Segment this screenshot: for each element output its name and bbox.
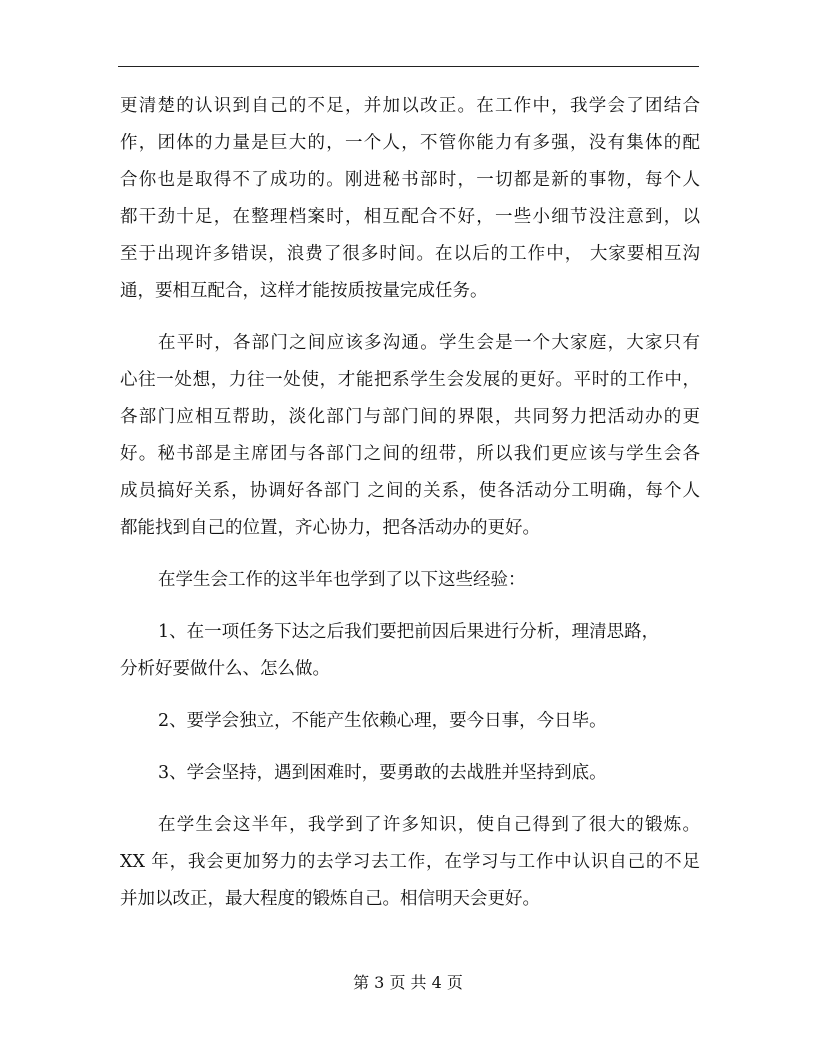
text-line: 都能找到自己的位置，齐心协力，把各活动办的更好。 <box>120 518 540 538</box>
text-line: 都干劲十足，在整理档案时，相互配合不好，一些小细节没注意到，以 <box>120 207 700 227</box>
text-line: 好。秘书部是主席团与各部门之间的纽带，所以我们更应该与学生会各 <box>120 444 700 464</box>
text-line: 至于出现许多错误，浪费了很多时间。在以后的工作中， 大家要相互沟 <box>120 244 700 264</box>
text-line: 合你也是取得不了成功的。刚进秘书部时，一切都是新的事物，每个人 <box>120 170 700 190</box>
page-footer: 第 3 页 共 4 页 <box>353 973 463 992</box>
text-line: 各部门应相互帮助，淡化部门与部门间的界限，共同努力把活动办的更 <box>120 407 700 427</box>
text-line: XX 年，我会更加努力的去学习去工作，在学习与工作中认识自己的不足 <box>120 852 700 872</box>
text-line: 作，团体的力量是巨大的，一个人，不管你能力有多强，没有集体的配 <box>120 133 700 153</box>
text-line: 在平时，各部门之间应该多沟通。学生会是一个大家庭，大家只有 <box>158 333 700 353</box>
list-item: 分析好要做什么、怎么做。 <box>120 659 330 679</box>
text-line: 心往一处想，力往一处使，才能把系学生会发展的更好。平时的工作中， <box>120 370 700 390</box>
list-item: 2、要学会独立，不能产生依赖心理，要今日事，今日毕。 <box>158 711 607 731</box>
header-rule <box>118 66 699 67</box>
text-line: 成员搞好关系，协调好各部门 之间的关系，使各活动分工明确，每个人 <box>120 481 700 501</box>
text-line: 在学生会工作的这半年也学到了以下这些经验： <box>158 570 526 590</box>
text-line: 并加以改正，最大程度的锻炼自己。相信明天会更好。 <box>120 889 540 909</box>
text-line: 在学生会这半年，我学到了许多知识，使自己得到了很大的锻炼。 <box>158 815 700 835</box>
text-line: 通，要相互配合，这样才能按质按量完成任务。 <box>120 281 488 301</box>
list-item: 1、在一项任务下达之后我们要把前因后果进行分析，理清思路， <box>158 622 660 642</box>
text-line: 更清楚的认识到自己的不足，并加以改正。在工作中，我学会了团结合 <box>120 96 700 116</box>
list-item: 3、学会坚持，遇到困难时，要勇敢的去战胜并坚持到底。 <box>158 763 607 783</box>
